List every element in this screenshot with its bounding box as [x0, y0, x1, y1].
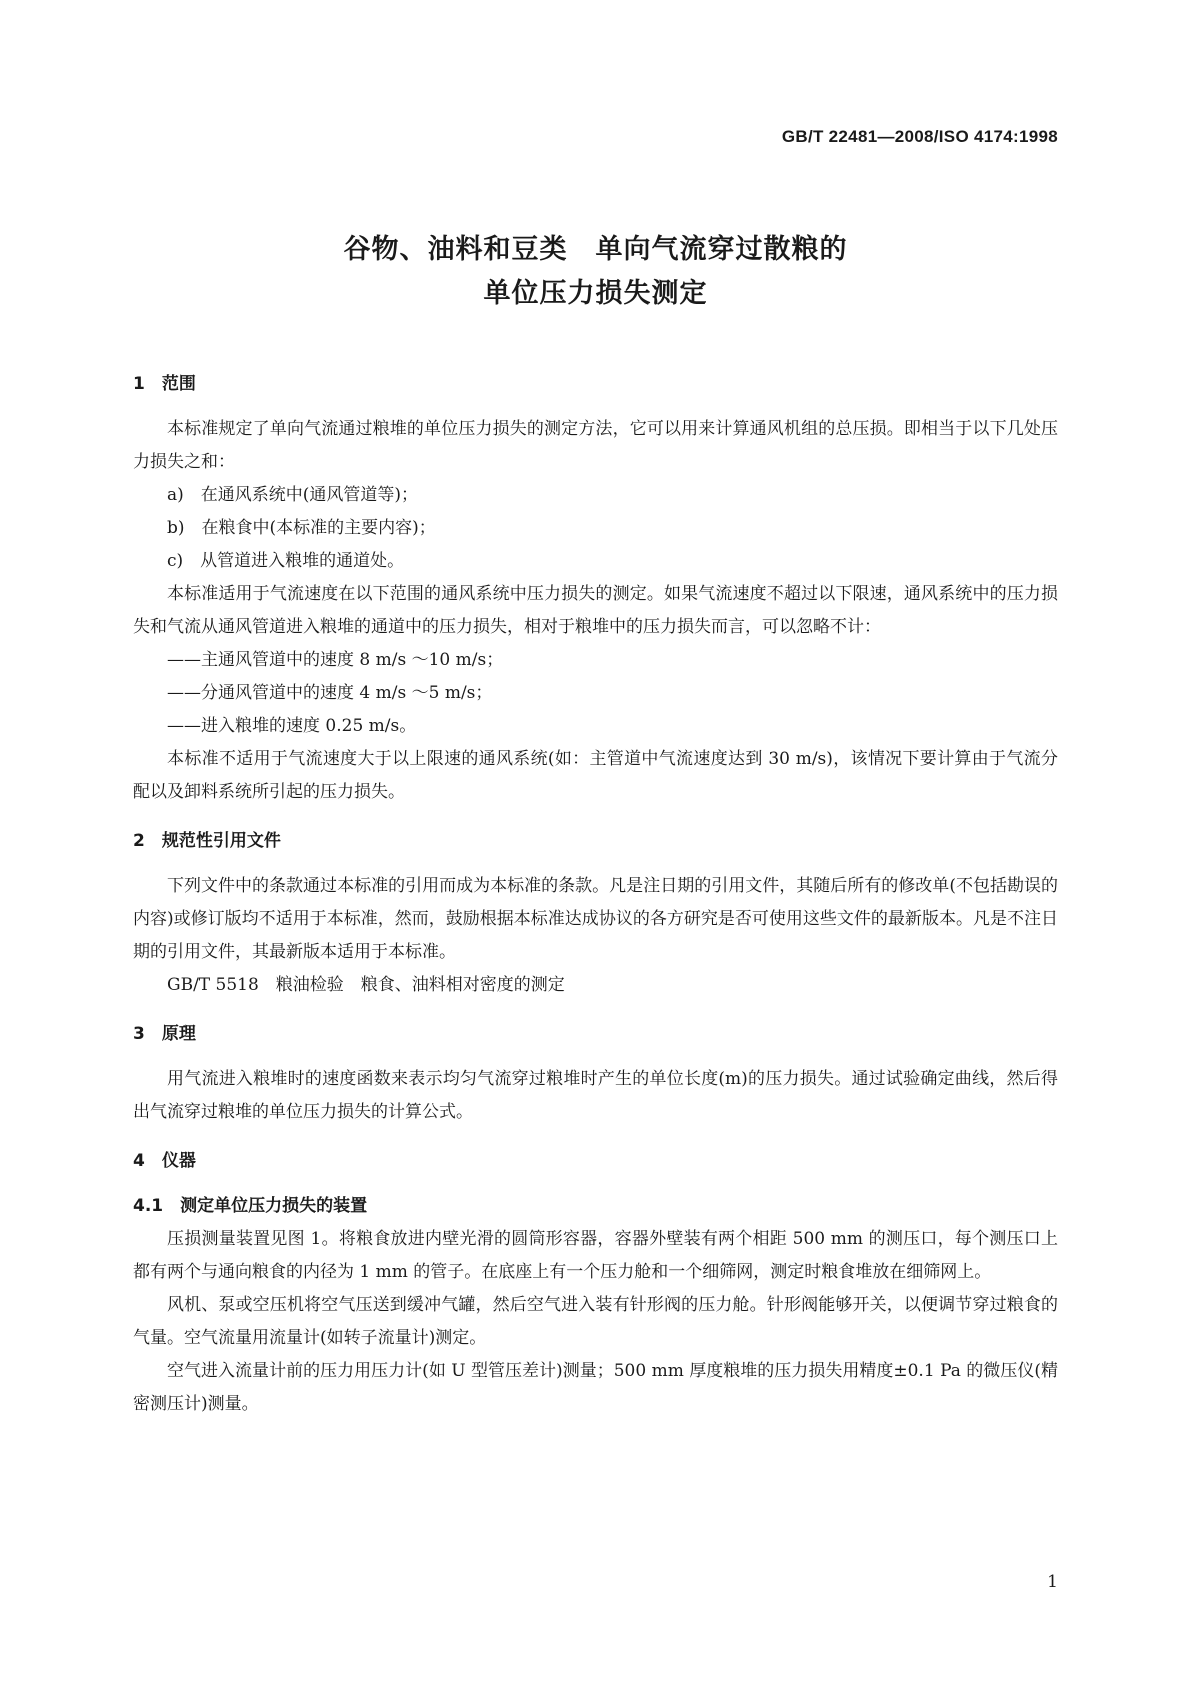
section-2-heading: 2 规范性引用文件 — [133, 831, 281, 851]
section-2-paragraph-1: 下列文件中的条款通过本标准的引用而成为本标准的条款。凡是注日期的引用文件，其随后所有的修改单(不包括勘误的内容)或修订版均不适用于本标准，然而，鼓励根据本标准达成协议的各方研究是否可使用这些文件的最新版本。凡是不注日期的引用文件，其最新版本适用于本标准。 — [133, 876, 1058, 962]
list-item-b: b) 在粮食中(本标准的主要内容)； — [167, 518, 436, 538]
section-3-paragraph-1: 用气流进入粮堆时的速度函数来表示均匀气流穿过粮堆时产生的单位长度(m)的压力损失。通过试验确定曲线，然后得出气流穿过粮堆的单位压力损失的计算公式。 — [133, 1069, 1058, 1122]
dash-item-grain-entry: ——进入粮堆的速度 0.25 m/s。 — [167, 716, 417, 736]
section-3-heading: 3 原理 — [133, 1024, 196, 1044]
normative-reference: GB/T 5518 粮油检验 粮食、油料相对密度的测定 — [167, 975, 565, 995]
document-body — [133, 368, 1058, 1421]
subsection-4-1-paragraph-2: 风机、泵或空压机将空气压送到缓冲气罐，然后空气进入装有针形阀的压力舱。针形阀能够开关，以便调节穿过粮食的气量。空气流量用流量计(如转子流量计)测定。 — [133, 1295, 1058, 1348]
page-number: 1 — [1047, 1572, 1058, 1592]
title-line-1: 谷物、油料和豆类 单向气流穿过散粮的 — [343, 234, 848, 265]
section-1-heading: 1 范围 — [133, 374, 196, 394]
subsection-4-1-paragraph-1: 压损测量装置见图 1。将粮食放进内壁光滑的圆筒形容器，容器外壁装有两个相距 500 mm 的测压口，每个测压口上都有两个与通向粮食的内径为 1 mm 的管子。在底座上有一个压力舱和一个细筛网，测定时粮食堆放在细筛网上。 — [133, 1229, 1058, 1282]
section-1-paragraph-3: 本标准不适用于气流速度大于以上限速的通风系统(如：主管道中气流速度达到 30 m/s)，该情况下要计算由于气流分配以及卸料系统所引起的压力损失。 — [133, 749, 1058, 802]
dash-item-main-duct: ——主通风管道中的速度 8 m/s ～10 m/s； — [167, 650, 504, 670]
standard-number: GB/T 22481—2008/ISO 4174:1998 — [781, 127, 1058, 146]
section-1-paragraph-1: 本标准规定了单向气流通过粮堆的单位压力损失的测定方法，它可以用来计算通风机组的总压损。即相当于以下几处压力损失之和： — [133, 419, 1058, 472]
title-line-2: 单位压力损失测定 — [483, 278, 708, 309]
subsection-4-1-paragraph-3: 空气进入流量计前的压力用压力计(如 U 型管压差计)测量；500 mm 厚度粮堆的压力损失用精度±0.1 Pa 的微压仪(精密测压计)测量。 — [133, 1361, 1058, 1414]
list-item-c: c) 从管道进入粮堆的通道处。 — [167, 551, 405, 571]
document-title — [0, 228, 1191, 316]
list-item-a: a) 在通风系统中(通风管道等)； — [167, 485, 419, 505]
subsection-4-1-heading: 4.1 测定单位压力损失的装置 — [133, 1196, 368, 1216]
dash-item-branch-duct: ——分通风管道中的速度 4 m/s ～5 m/s； — [167, 683, 493, 703]
section-1-paragraph-2: 本标准适用于气流速度在以下范围的通风系统中压力损失的测定。如果气流速度不超过以下限速，通风系统中的压力损失和气流从通风管道进入粮堆的通道中的压力损失，相对于粮堆中的压力损失而言，可以忽略不计： — [133, 584, 1058, 637]
section-4-heading: 4 仪器 — [133, 1151, 196, 1171]
